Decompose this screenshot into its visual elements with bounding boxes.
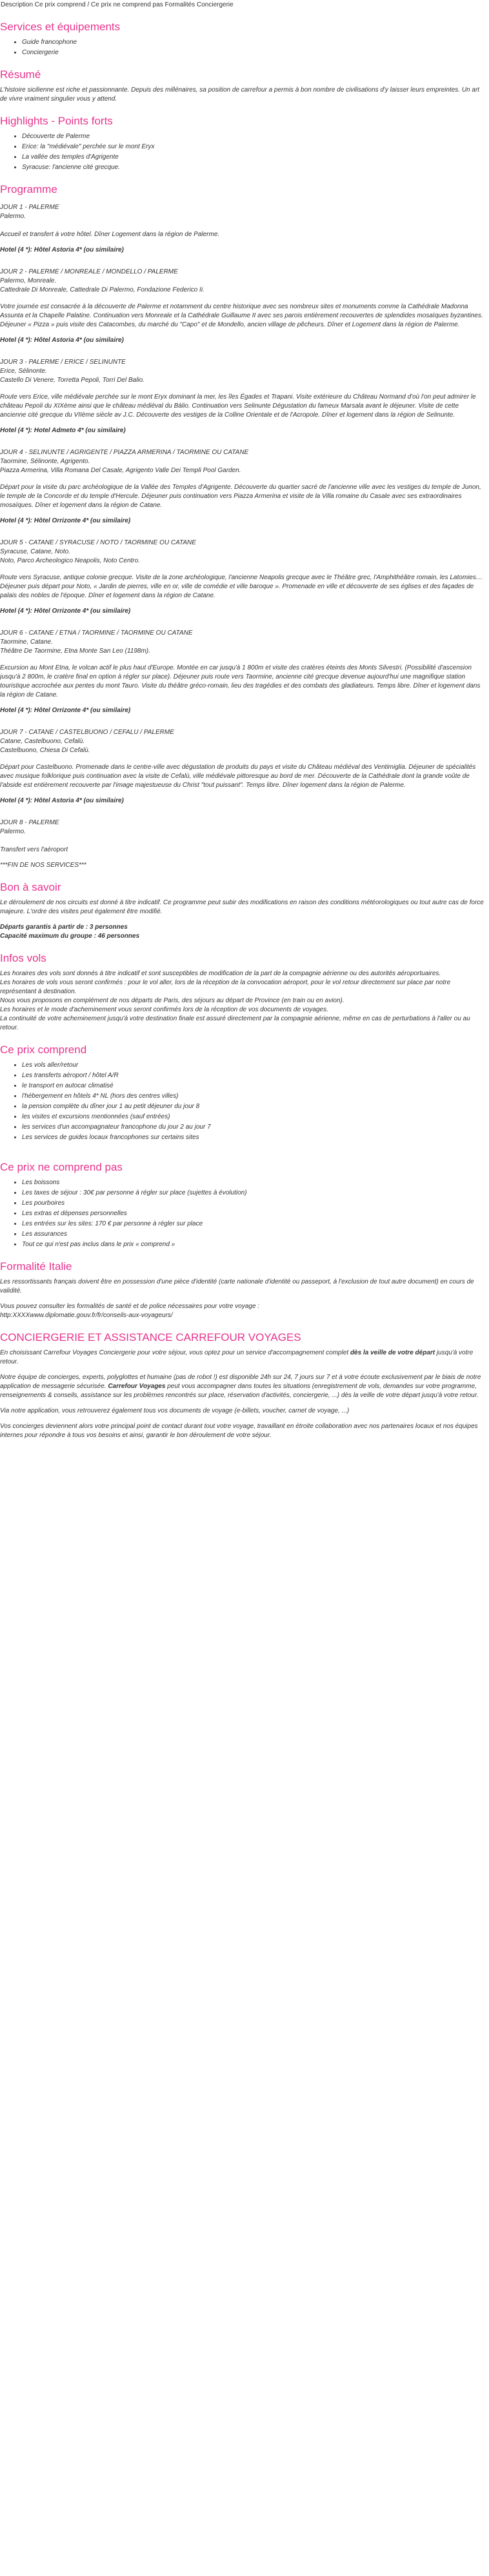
text-segment: En choisissant Carrefour Voyages Conciergerie pour votre séjour, vous optez pour un service d'accompagnement complet	[0, 1349, 350, 1356]
list-item: • les visites et excursions mentionnées (sauf entrées)	[22, 1113, 485, 1122]
infosvols-para: Les horaires et le mode d'acheminement vous seront confirmés lors de la réception de vos documents de voyages.	[0, 1006, 328, 1013]
day-sites: Théâtre De Taormine, Etna Monte San Leo (1198m).	[0, 648, 150, 655]
day-title: JOUR 2 - PALERME / MONREALE / MONDELLO / PALERME	[0, 268, 178, 275]
ceprixnecomprend-list	[0, 1178, 485, 1249]
highlights-list	[0, 132, 485, 172]
infosvols-para: Les horaires de vols vous seront confirmés : pour le vol aller, lors de la réception de la convocation aéroport, pour le vol retour directement sur place par notre représentant à destination.	[0, 979, 451, 995]
list-item: • Tout ce qui n'est pas inclus dans le prix « comprend »	[22, 1240, 485, 1249]
list-item: • le transport en autocar climatisé	[22, 1082, 485, 1091]
list-item: • la pension complète du dîner jour 1 au petit déjeuner du jour 8	[22, 1102, 485, 1111]
list-item: • Les boissons	[22, 1178, 485, 1187]
bonasavoir-text: Le déroulement de nos circuits est donné à titre indicatif. Ce programme peut subir des modifications en raison des conditions météorologiques ou tout autre cas de force majeure. L'ordre des visites peut également être modifié.	[0, 899, 484, 915]
conciergerie-title: CONCIERGERIE ET ASSISTANCE CARREFOUR VOYAGES	[0, 1331, 301, 1343]
day-places: Erice, Sélinonte.	[0, 368, 47, 375]
day-places: Taormine, Catane.	[0, 639, 53, 646]
list-item: • Guide francophone	[22, 38, 485, 47]
day-title: JOUR 6 - CATANE / ETNA / TAORMINE / TAORMINE OU CATANE	[0, 629, 193, 637]
end-of-services: ***FIN DE NOS SERVICES***	[0, 862, 86, 869]
ceprixnecomprend-title: Ce prix ne comprend pas	[0, 1161, 123, 1173]
day-hotel: Hotel (4 *): Hôtel Astoria 4* (ou similaire)	[0, 337, 124, 344]
programme-title: Programme	[0, 183, 57, 195]
day-places: Palermo.	[0, 213, 26, 220]
day-6	[0, 629, 485, 715]
list-item: • les services d'un accompagnateur francophone du jour 2 au jour 7	[22, 1123, 485, 1132]
list-item: • La vallée des temples d'Agrigente	[22, 153, 485, 162]
list-item: • Erice: la "médiévale" perchée sur le mont Eryx	[22, 143, 485, 152]
day-places: Palermo, Monreale.	[0, 277, 57, 284]
text-segment: peut vous accompagner dans toutes les situations (enregistrement de vols, demandes sur votre programme, renseignements & conseils, assistance sur les problèmes rencontrés sur place, réservation d'activités, conciergerie, ...) dès la veille de votre départ jusqu'à votre retour.	[0, 1383, 479, 1399]
day-4	[0, 448, 485, 526]
list-item: • Les taxes de séjour : 30€ par personne à régler sur place (sujettes à évolution)	[22, 1189, 485, 1198]
day-places: Palermo.	[0, 828, 26, 835]
day-title: JOUR 7 - CATANE / CASTELBUONO / CEFALU / PALERME	[0, 729, 174, 736]
day-places: Syracuse, Catane, Noto.	[0, 548, 70, 555]
day-text: Route vers Erice, ville médiévale perchée sur le mont Eryx dominant la mer, les îles Égades et Trapani. Visite extérieure du Château Normand d'où l'on peut admirer le château Pepoli du XIXème ainsi que le château médiéval du Bàlio. Continuation vers Selinunte Dégustation du fameux Marsala avant le déjeuner. Visite de cette ancienne cité grecque du VIIème siècle av J.C. Découverte des vestiges de la Colline Orientale et de l'Acropole. Dîner et logement dans la région de Selinunte.	[0, 393, 476, 419]
list-item: • Les transferts aéroport / hôtel A/R	[22, 1071, 485, 1080]
day-5	[0, 539, 485, 616]
day-2	[0, 268, 485, 345]
list-item: • l'hébergement en hôtels 4* NL (hors des centres villes)	[22, 1092, 485, 1101]
capacite-max: Capacité maximum du groupe : 46 personnes	[0, 933, 140, 940]
day-text: Départ pour Castelbuono. Promenade dans le centre-ville avec dégustation de produits du pays et visite du Château médiéval des Ventimiglia. Déjeuner de spécialités avec musique folklorique puis continuation avec la visite de Cefalù, ville médiévale pittoresque au bord de mer. Découverte de la Cathédrale dont la grande voûte de l'abside est entièrement recouverte par l'image majestueuse du Christ "tout puissant". Temps libre. Dîner logement dans la région de Palerme.	[0, 764, 476, 789]
day-text: Route vers Syracuse, antique colonie grecque. Visite de la zone archéologique, l'ancienne Neapolis grecque avec le Théâtre grec, l'Amphithéâtre romain, les Latomies… Déjeuner puis départ pour Noto, « Jardin de pierres, ville en or, ville de comédie et ville baroque ». Promenade en ville et découverte de ses églises et des façades de palais des nobles de l'époque. Dîner et logement dans la région de Catane.	[0, 574, 483, 599]
infosvols-para: Les horaires des vols sont donnés à titre indicatif et sont susceptibles de modification de la part de la compagnie aérienne ou des autorités aéroportuaires.	[0, 970, 441, 977]
day-sites: Castello Di Venere, Torretta Pepoli, Torri Del Balio.	[0, 377, 145, 384]
day-sites: Noto, Parco Archeologico Neapolis, Noto Centro.	[0, 557, 140, 564]
day-text: Votre journée est consacrée à la découverte de Palerme et notamment du centre historique avec ses nombreux sites et monuments comme la Cathédrale Madonna Assunta et la Chapelle Palatine. Continuation vers Monreale et la Cathédrale Guillaume II avec ses parois entièrement recouvertes de splendides mosaïques byzantines. Déjeuner « Pizza » puis visite des Catacombes, du marché du "Capo" et de Mondello, ancien village de pêcheurs. Dîner et Logement dans la région de Palerme.	[0, 303, 483, 328]
text-segment: jusqu'à votre retour.	[0, 1349, 474, 1365]
resume-title: Résumé	[0, 68, 41, 81]
day-title: JOUR 5 - CATANE / SYRACUSE / NOTO / TAORMINE OU CATANE	[0, 539, 196, 546]
text-highlight: Carrefour Voyages	[108, 1383, 166, 1390]
conciergerie-intro	[0, 1349, 485, 1367]
day-hotel: Hotel (4 *): Hôtel Orrizonte 4* (ou similaire)	[0, 517, 131, 524]
conciergerie-app: Via notre application, vous retrouverez également tous vos documents de voyage (e-billets, voucher, carnet de voyage, ...)	[0, 1407, 350, 1414]
day-7	[0, 728, 485, 806]
list-item: • Les pourboires	[22, 1199, 485, 1208]
infosvols-title: Infos vols	[0, 952, 46, 964]
day-1	[0, 203, 485, 255]
list-item: • Les assurances	[22, 1230, 485, 1239]
day-sites: Cattedrale Di Monreale, Cattedrale Di Palermo, Fondazione Federico Ii.	[0, 286, 205, 293]
day-text: Transfert vers l'aéroport	[0, 846, 68, 853]
day-places: Taormine, Sélinonte, Agrigento.	[0, 458, 90, 465]
bonasavoir-title: Bon à savoir	[0, 881, 61, 893]
ceprixcomprend-list	[0, 1061, 485, 1142]
ceprixcomprend-title: Ce prix comprend	[0, 1044, 87, 1056]
day-text: Départ pour la visite du parc archéologique de la Vallée des Temples d'Agrigente. Découverte du quartier sacré de l'ancienne ville avec les vestiges du temple de Junon, le temple de la Concorde et du temple d'Hercule. Déjeuner puis continuation vers Piazza Armerina et visite de la Villa romaine du Casale avec ses extraordinaires mosaïques. Dîner et logement dans la région de Catane.	[0, 484, 481, 509]
day-3	[0, 358, 485, 435]
day-sites: Castelbuono, Chiesa Di Cefalù.	[0, 747, 90, 754]
list-item: • Les vols aller/retour	[22, 1061, 485, 1070]
infosvols-text	[0, 969, 485, 1033]
day-hotel: Hotel (4 *): Hotel Admeto 4* (ou similaire)	[0, 427, 126, 434]
infosvols-para: La continuité de votre acheminement jusqu'à votre destination finale est assuré directement par la compagnie aérienne, même en cas de perturbations à l'aller ou au retour.	[0, 1015, 470, 1031]
infosvols-para: Nous vous proposons en complément de nos départs de Paris, des séjours au départ de Province (en train ou en avion).	[0, 997, 344, 1004]
formalite-info: Vous pouvez consulter les formalités de santé et de police nécessaires pour votre voyage :	[0, 1303, 260, 1310]
formalite-title: Formalité Italie	[0, 1260, 72, 1273]
day-places: Catane, Castelbuono, Cefalù.	[0, 738, 85, 745]
day-8	[0, 818, 485, 870]
day-title: JOUR 8 - PALERME	[0, 819, 59, 826]
day-text: Excursion au Mont Etna, le volcan actif le plus haut d'Europe. Montée en car jusqu'à 1 800m et visite des cratères éteints des Monts Silvestri. (Possibilité d'ascension jusqu'à 2 800m, le cratère final en option à régler sur place). Déjeuner puis route vers Taormine, ancienne cité grecque devenue aujourd'hui une magnifique station touristique accrochée aux pentes du mont Tauro. Visite du théâtre gréco-romain, lieu des tragédies et des combats des gladiateurs. Temps libre. Dîner et logement dans la région de Catane.	[0, 664, 481, 698]
conciergerie-contact: Vos concierges deviennent alors votre principal point de contact durant tout votre voyage, travaillant en étroite collaboration avec nos partenaires locaux et nos équipes internes pour répondre à tous vos besoins et ainsi, garantir le bon déroulement de votre séjour.	[0, 1423, 478, 1439]
list-item: • Découverte de Palerme	[22, 132, 485, 141]
day-title: JOUR 3 - PALERME / ERICE / SELINUNTE	[0, 359, 126, 366]
list-item: • Les extras et dépenses personnelles	[22, 1209, 485, 1218]
highlights-title: Highlights - Points forts	[0, 115, 113, 127]
formalite-link[interactable]: http:XXXXwww.diplomatie.gouv.fr/fr/conseils-aux-voyageurs/	[0, 1312, 173, 1319]
resume-text: L'histoire sicilienne est riche et passionnante. Depuis des millénaires, sa position de carrefour a permis à bon nombre de civilisations d'y laisser leurs empreintes. Un art de vivre vraiment singulier vous y attend.	[0, 86, 480, 103]
text-segment: Notre équipe de concierges, experts, polyglottes et humaine (pas de robot !) est disponible 24h sur 24, 7 jours sur 7 et à votre écoute exclusivement par le biais de notre application de messagerie sécurisée.	[0, 1374, 481, 1390]
list-item: • Les entrées sur les sites: 170 € par personne à régler sur place	[22, 1220, 485, 1229]
day-hotel: Hotel (4 *): Hôtel Orrizonte 4* (ou similaire)	[0, 707, 131, 714]
day-hotel: Hotel (4 *): Hôtel Orrizonte 4* (ou similaire)	[0, 608, 131, 615]
services-list	[0, 38, 485, 57]
departs-garantis: Départs garantis à partir de : 3 personnes	[0, 924, 128, 931]
list-item: • Conciergerie	[22, 48, 485, 57]
conciergerie-team	[0, 1373, 485, 1400]
list-item: • Les services de guides locaux francophones sur certains sites	[22, 1133, 485, 1142]
breadcrumb: Description Ce prix comprend / Ce prix ne comprend pas Formalités Conciergerie	[1, 1, 234, 8]
list-item: • Syracuse: l'ancienne cité grecque.	[22, 163, 485, 172]
day-text: Accueil et transfert à votre hôtel. Dîner Logement dans la région de Palerme.	[0, 231, 220, 238]
day-sites: Piazza Armerina, Villa Romana Del Casale, Agrigento Valle Dei Templi Pool Garden.	[0, 467, 241, 474]
day-hotel: Hotel (4 *): Hôtel Astoria 4* (ou similaire)	[0, 246, 124, 253]
day-title: JOUR 4 - SELINUNTE / AGRIGENTE / PIAZZA ARMERINA / TAORMINE OU CATANE	[0, 449, 249, 456]
services-title: Services et équipements	[0, 21, 121, 33]
text-highlight: dès la veille de votre départ	[350, 1349, 435, 1356]
day-hotel: Hotel (4 *): Hôtel Astoria 4* (ou similaire)	[0, 797, 124, 804]
formalite-text: Les ressortissants français doivent être en possession d'une pièce d'identité (carte nationale d'identité ou passeport, à l'exclusion de tout autre document) en cours de validité.	[0, 1278, 474, 1294]
day-title: JOUR 1 - PALERME	[0, 204, 59, 211]
